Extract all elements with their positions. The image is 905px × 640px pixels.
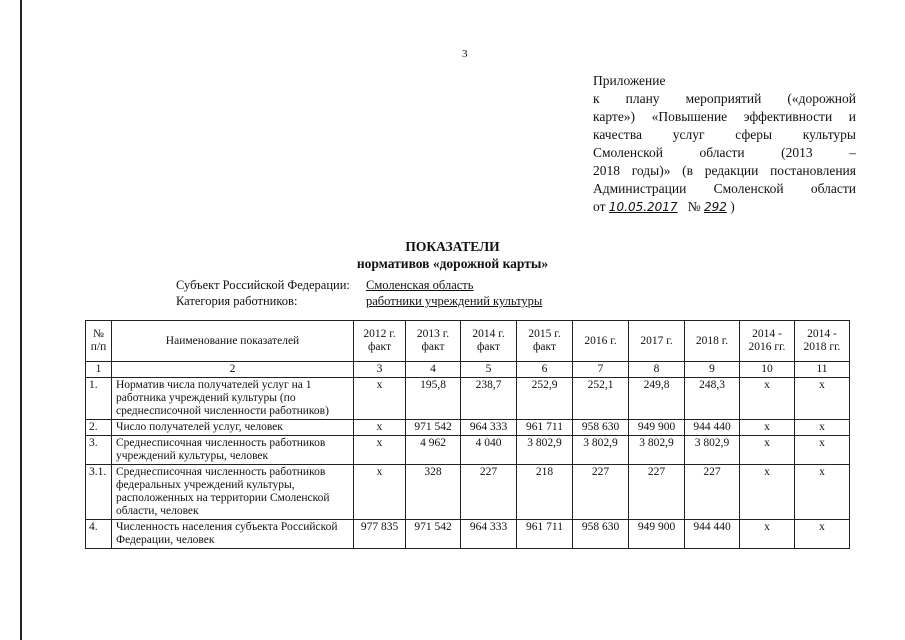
value-cell: 227 [629, 465, 685, 520]
appendix-block [593, 72, 856, 216]
value-cell: х [354, 465, 406, 520]
value-cell: 964 333 [461, 520, 517, 549]
value-cell: х [740, 436, 795, 465]
value-cell: х [740, 465, 795, 520]
page-edge-line [20, 0, 22, 640]
category-value: работники учреждений культуры [366, 294, 543, 308]
value-cell: 252,9 [517, 378, 573, 420]
header-cell: 2012 г. факт [354, 321, 406, 362]
value-cell: 252,1 [573, 378, 629, 420]
index-cell: 10 [740, 362, 795, 378]
value-cell: х [740, 520, 795, 549]
header-cell: 2013 г. факт [406, 321, 461, 362]
header-cell: № п/п [86, 321, 112, 362]
value-cell: 4 962 [406, 436, 461, 465]
value-cell: х [795, 436, 850, 465]
index-cell: 11 [795, 362, 850, 378]
closing-paren: ) [730, 199, 735, 214]
appendix-line: Администрации Смоленской области [593, 181, 856, 196]
appendix-line: Приложение [593, 73, 666, 88]
index-cell: 4 [406, 362, 461, 378]
value-cell: х [795, 378, 850, 420]
value-cell: 958 630 [573, 420, 629, 436]
value-cell: 3 802,9 [517, 436, 573, 465]
value-cell: х [354, 378, 406, 420]
table-row [86, 520, 850, 549]
title-line-2: нормативов «дорожной карты» [356, 256, 549, 271]
value-cell: 961 711 [517, 520, 573, 549]
value-cell: 958 630 [573, 520, 629, 549]
table-row [86, 378, 850, 420]
value-cell: х [354, 436, 406, 465]
date-prefix: от [593, 199, 606, 214]
header-cell: 2014 г. факт [461, 321, 517, 362]
value-cell: х [740, 420, 795, 436]
header-cell: 2014 - 2016 гг. [740, 321, 795, 362]
value-cell: 3 802,9 [685, 436, 740, 465]
page-number: 3 [462, 48, 468, 60]
subject-value: Смоленская область [366, 278, 474, 292]
value-cell: 971 542 [406, 520, 461, 549]
value-cell: х [354, 420, 406, 436]
value-cell: 248,3 [685, 378, 740, 420]
appendix-date-line [593, 198, 856, 216]
header-cell: 2018 г. [685, 321, 740, 362]
category-label: Категория работников: [176, 294, 298, 308]
row-number-cell: 2. [86, 420, 112, 436]
value-cell: 944 440 [685, 520, 740, 549]
index-cell: 8 [629, 362, 685, 378]
header-cell: Наименование показателей [112, 321, 354, 362]
subject-label: Субъект Российской Федерации: [176, 278, 350, 292]
value-cell: х [795, 420, 850, 436]
subject-row [176, 278, 473, 293]
appendix-line: Смоленской области (2013 – [593, 145, 856, 160]
index-cell: 1 [86, 362, 112, 378]
value-cell: х [740, 378, 795, 420]
index-cell: 6 [517, 362, 573, 378]
table-row [86, 436, 850, 465]
value-cell: 227 [573, 465, 629, 520]
index-cell: 3 [354, 362, 406, 378]
header-cell: 2015 г. факт [517, 321, 573, 362]
number-prefix: № [687, 199, 701, 214]
column-index-row [86, 362, 850, 378]
index-cell: 5 [461, 362, 517, 378]
header-cell: 2016 г. [573, 321, 629, 362]
indicator-name-cell: Среднесписочная численность работников учреждений культуры, человек [112, 436, 354, 465]
value-cell: 944 440 [685, 420, 740, 436]
row-number-cell: 1. [86, 378, 112, 420]
value-cell: 949 900 [629, 520, 685, 549]
value-cell: 3 802,9 [629, 436, 685, 465]
value-cell: х [795, 520, 850, 549]
appendix-line: карте») «Повышение эффективности и [593, 109, 856, 124]
header-cell: 2014 - 2018 гг. [795, 321, 850, 362]
table-row [86, 465, 850, 520]
value-cell: 238,7 [461, 378, 517, 420]
value-cell: 195,8 [406, 378, 461, 420]
value-cell: 964 333 [461, 420, 517, 436]
index-cell: 9 [685, 362, 740, 378]
value-cell: 218 [517, 465, 573, 520]
value-cell: 227 [685, 465, 740, 520]
index-cell: 7 [573, 362, 629, 378]
value-cell: 961 711 [517, 420, 573, 436]
indicators-table [85, 320, 850, 549]
value-cell: 227 [461, 465, 517, 520]
appendix-line: качества услуг сферы культуры [593, 127, 856, 142]
appendix-line: 2018 годы)» (в редакции постановления [593, 163, 856, 178]
document-title [0, 238, 905, 272]
row-number-cell: 3.1. [86, 465, 112, 520]
handwritten-number: 292 [703, 200, 727, 214]
appendix-line: к плану мероприятий («дорожной [593, 91, 856, 106]
handwritten-date: 10.05.2017 [608, 200, 678, 214]
value-cell: 4 040 [461, 436, 517, 465]
category-row [176, 294, 542, 309]
indicator-name-cell: Норматив числа получателей услуг на 1 работника учреждений культуры (по среднесписочной численности работников) [112, 378, 354, 420]
value-cell: х [795, 465, 850, 520]
indicator-name-cell: Среднесписочная численность работников федеральных учреждений культуры, расположенных на территории Смоленской области, человек [112, 465, 354, 520]
row-number-cell: 4. [86, 520, 112, 549]
indicator-name-cell: Численность населения субъекта Российской Федерации, человек [112, 520, 354, 549]
index-cell: 2 [112, 362, 354, 378]
table-header-row [86, 321, 850, 362]
value-cell: 949 900 [629, 420, 685, 436]
row-number-cell: 3. [86, 436, 112, 465]
title-line-1: ПОКАЗАТЕЛИ [405, 239, 500, 254]
value-cell: 249,8 [629, 378, 685, 420]
table-row [86, 420, 850, 436]
value-cell: 3 802,9 [573, 436, 629, 465]
value-cell: 971 542 [406, 420, 461, 436]
header-cell: 2017 г. [629, 321, 685, 362]
value-cell: 977 835 [354, 520, 406, 549]
indicator-name-cell: Число получателей услуг, человек [112, 420, 354, 436]
value-cell: 328 [406, 465, 461, 520]
